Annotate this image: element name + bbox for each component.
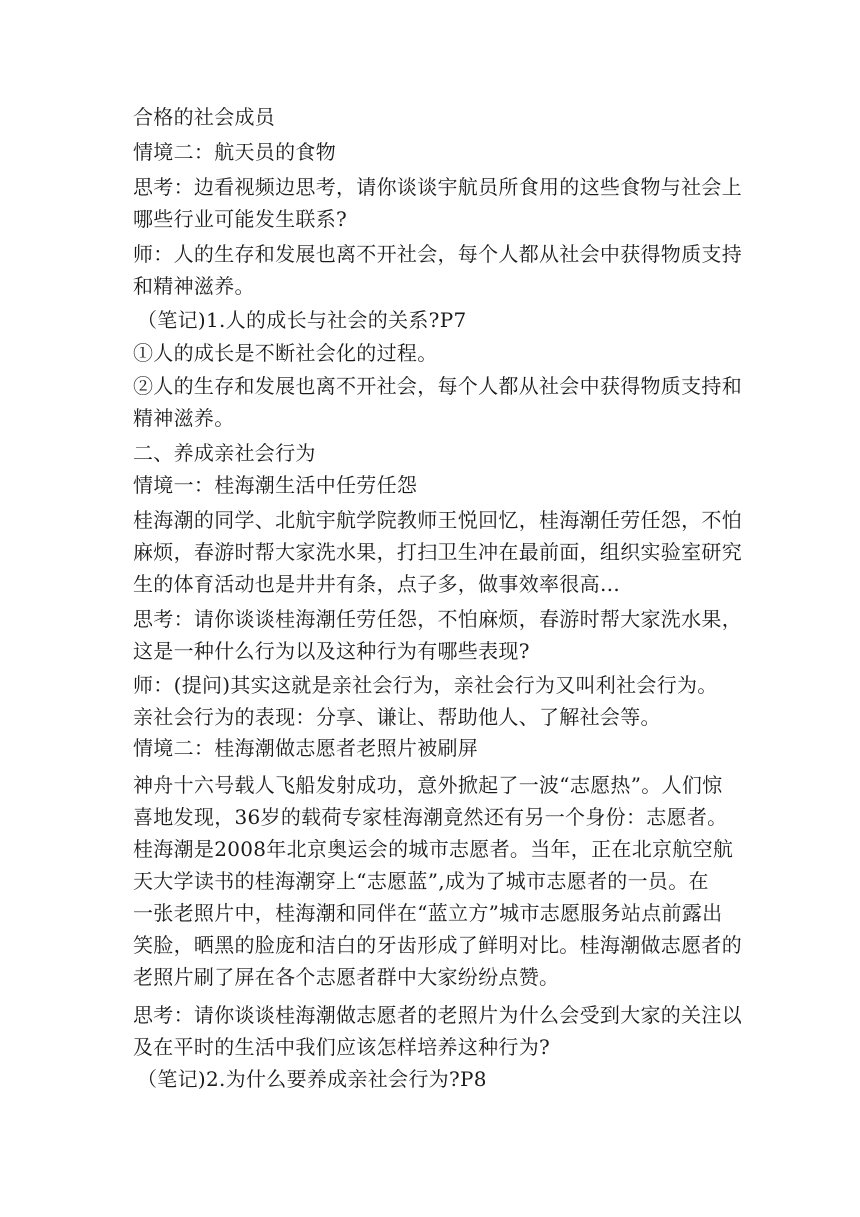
text-line: 这是一种什么行为以及这种行为有哪些表现? (133, 639, 530, 663)
text-line: 一张老照片中，桂海潮和同伴在“蓝立方”城市志愿服务站点前露出 (133, 901, 723, 925)
text-line: 喜地发现，36岁的载荷专家桂海潮竟然还有另一个身份：志愿者。 (133, 805, 728, 829)
text-line: 合格的社会成员 (133, 105, 276, 129)
text-line: 精神滋养。 (133, 406, 235, 430)
note-line: （笔记)2.为什么要养成亲社会行为?P8 (137, 1067, 487, 1091)
text-line: 生的体育活动也是井井有条，点子多，做事效率很高… (133, 572, 621, 596)
section-heading: 二、养成亲社会行为 (133, 441, 316, 465)
text-line: 笑脸，晒黑的脸庞和洁白的牙齿形成了鲜明对比。桂海潮做志愿者的 (133, 933, 742, 957)
text-line: 思考：边看视频边思考，请你谈谈宇航员所食用的这些食物与社会上 (133, 175, 742, 199)
text-line: 麻烦，春游时帮大家洗水果，打扫卫生冲在最前面，组织实验室研究 (133, 540, 742, 564)
text-line: 和精神滋养。 (133, 274, 255, 298)
section-heading: 情境一：桂海潮生活中任劳任怨 (133, 473, 418, 497)
text-line: 亲社会行为的表现：分享、谦让、帮助他人、了解社会等。 (133, 705, 661, 729)
text-line: 思考：请你谈谈桂海潮任劳任怨，不怕麻烦，春游时帮大家洗水果， (133, 607, 742, 631)
text-line: 师：(提问)其实这就是亲社会行为，亲社会行为又叫利社会行为。 (133, 673, 718, 697)
text-line: 桂海潮的同学、北航宇航学院教师王悦回忆，桂海潮任劳任怨，不怕 (133, 508, 742, 532)
text-line: 及在平时的生活中我们应该怎样培养这种行为? (133, 1035, 551, 1059)
section-heading: 情境二：桂海潮做志愿者老照片被刷屏 (133, 736, 479, 760)
section-heading: 情境二：航天员的食物 (133, 140, 336, 164)
text-line: 神舟十六号载人飞船发射成功，意外掀起了一波“志愿热”。人们惊 (133, 773, 723, 797)
text-line: ②人的生存和发展也离不开社会，每个人都从社会中获得物质支持和 (133, 374, 742, 398)
text-line: 天大学读书的桂海潮穿上“志愿蓝”,成为了城市志愿者的一员。在 (133, 869, 709, 893)
text-line: 思考：请你谈谈桂海潮做志愿者的老照片为什么会受到大家的关注以 (133, 1003, 742, 1027)
text-line: 桂海潮是2008年北京奥运会的城市志愿者。当年，正在北京航空航 (133, 837, 734, 861)
text-line: ①人的成长是不断社会化的过程。 (133, 341, 438, 365)
text-line: 老照片刷了屏在各个志愿者群中大家纷纷点赞。 (133, 965, 560, 989)
text-line: 哪些行业可能发生联系? (133, 207, 348, 231)
text-line: 师：人的生存和发展也离不开社会，每个人都从社会中获得物质支持 (133, 242, 742, 266)
note-line: （笔记)1.人的成长与社会的关系?P7 (137, 308, 467, 332)
